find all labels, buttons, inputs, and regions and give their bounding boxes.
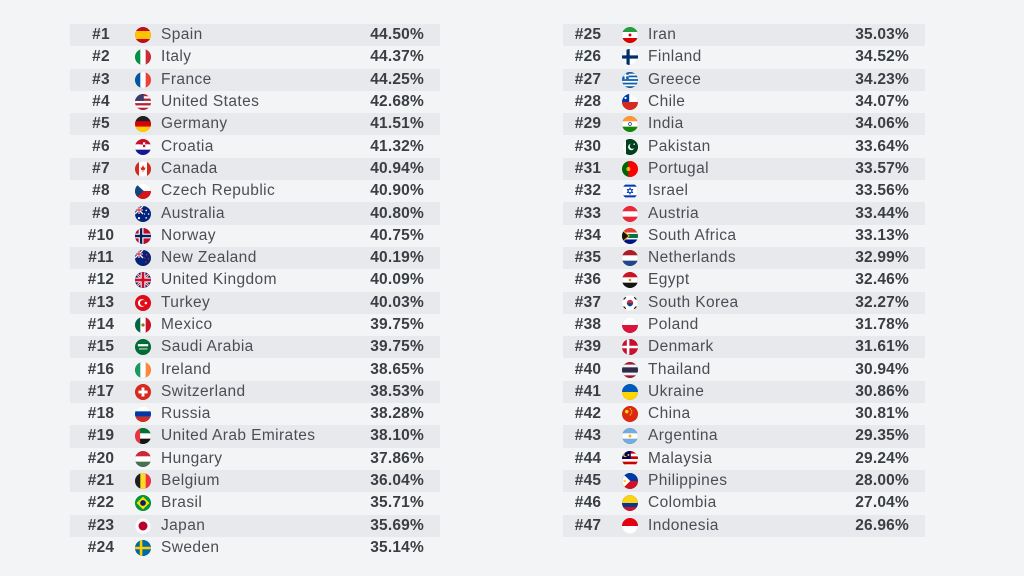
ranking-row xyxy=(70,202,440,224)
united-arab-emirates-flag-icon xyxy=(135,428,151,444)
score-value: 40.03% xyxy=(370,293,424,311)
rank-label: #43 xyxy=(574,427,602,445)
ranking-row xyxy=(563,46,925,68)
rank-label: #7 xyxy=(92,159,110,177)
russia-flag-icon xyxy=(135,406,151,422)
rank-label: #5 xyxy=(92,115,110,133)
rank-label: #39 xyxy=(574,338,602,356)
ukraine-flag-icon xyxy=(622,384,638,400)
ranking-row xyxy=(70,91,440,113)
czech-republic-flag-icon xyxy=(135,183,151,199)
country-name: Ukraine xyxy=(648,382,705,400)
score-value: 33.44% xyxy=(855,204,909,222)
rank-label: #47 xyxy=(574,516,602,534)
pakistan-flag-icon xyxy=(622,139,638,155)
ranking-row xyxy=(563,247,925,269)
ranking-row xyxy=(563,24,925,46)
rank-label: #35 xyxy=(574,249,602,267)
south-africa-flag-icon xyxy=(622,228,638,244)
ranking-row xyxy=(563,470,925,492)
country-name: Colombia xyxy=(648,494,717,512)
score-value: 34.07% xyxy=(855,93,909,111)
rank-label: #8 xyxy=(92,182,110,200)
score-value: 33.13% xyxy=(855,226,909,244)
score-value: 30.94% xyxy=(855,360,909,378)
germany-flag-icon xyxy=(135,116,151,132)
ranking-row xyxy=(70,46,440,68)
score-value: 32.46% xyxy=(855,271,909,289)
rank-label: #3 xyxy=(92,70,110,88)
ranking-row xyxy=(70,537,440,559)
ireland-flag-icon xyxy=(135,362,151,378)
rank-label: #6 xyxy=(92,137,110,155)
country-name: Greece xyxy=(648,70,702,88)
country-name: Argentina xyxy=(648,427,718,445)
rank-label: #1 xyxy=(92,26,110,44)
score-value: 29.35% xyxy=(855,427,909,445)
country-name: Poland xyxy=(648,316,699,333)
rank-label: #13 xyxy=(87,293,115,311)
ranking-row xyxy=(70,247,440,269)
score-value: 35.03% xyxy=(855,26,909,44)
score-value: 39.75% xyxy=(370,316,424,333)
argentina-flag-icon xyxy=(622,428,638,444)
sweden-flag-icon xyxy=(135,540,151,556)
rank-label: #26 xyxy=(574,48,602,66)
country-name: Hungary xyxy=(161,449,223,467)
ranking-row xyxy=(70,358,440,380)
ranking-row xyxy=(563,515,925,537)
ranking-row xyxy=(70,314,440,336)
iran-flag-icon xyxy=(622,27,638,43)
ranking-row xyxy=(70,403,440,425)
country-name: Russia xyxy=(161,405,211,423)
mexico-flag-icon xyxy=(135,317,151,333)
rank-label: #25 xyxy=(574,26,602,44)
ranking-row xyxy=(70,158,440,180)
score-value: 33.57% xyxy=(855,159,909,177)
score-value: 38.10% xyxy=(370,427,424,445)
rank-label: #11 xyxy=(88,249,114,267)
country-name: Saudi Arabia xyxy=(161,338,254,356)
ranking-row xyxy=(70,492,440,514)
country-name: Brasil xyxy=(161,494,203,512)
country-name: Norway xyxy=(161,226,216,244)
country-name: Israel xyxy=(648,182,689,200)
country-name: South Korea xyxy=(648,293,739,311)
score-value: 44.25% xyxy=(370,70,424,88)
norway-flag-icon xyxy=(135,228,151,244)
ranking-row xyxy=(563,135,925,157)
country-name: France xyxy=(161,70,212,88)
rank-label: #38 xyxy=(574,316,602,333)
denmark-flag-icon xyxy=(622,339,638,355)
score-value: 40.09% xyxy=(370,271,424,289)
country-name: Turkey xyxy=(161,293,211,311)
country-name: China xyxy=(648,405,691,423)
score-value: 27.04% xyxy=(855,494,909,512)
ranking-row xyxy=(563,225,925,247)
score-value: 33.64% xyxy=(855,137,909,155)
rank-label: #23 xyxy=(87,516,115,534)
country-name: Denmark xyxy=(648,338,714,356)
ranking-row xyxy=(70,180,440,202)
croatia-flag-icon xyxy=(135,139,151,155)
score-value: 40.19% xyxy=(370,249,424,267)
ranking-column-right xyxy=(563,24,925,537)
philippines-flag-icon xyxy=(622,473,638,489)
score-value: 28.00% xyxy=(855,472,909,490)
ranking-row xyxy=(70,24,440,46)
rank-label: #29 xyxy=(574,115,602,133)
country-name: United Kingdom xyxy=(161,271,277,289)
score-value: 40.80% xyxy=(370,204,424,222)
rank-label: #10 xyxy=(87,226,115,244)
hungary-flag-icon xyxy=(135,451,151,467)
indonesia-flag-icon xyxy=(622,518,638,534)
italy-flag-icon xyxy=(135,49,151,65)
ranking-row xyxy=(563,113,925,135)
belgium-flag-icon xyxy=(135,473,151,489)
ranking-row xyxy=(563,448,925,470)
score-value: 33.56% xyxy=(855,182,909,200)
ranking-row xyxy=(70,69,440,91)
rank-label: #32 xyxy=(574,182,602,200)
country-name: Czech Republic xyxy=(161,182,276,200)
country-name: Austria xyxy=(648,204,700,222)
rank-label: #41 xyxy=(574,382,602,400)
india-flag-icon xyxy=(622,116,638,132)
score-value: 37.86% xyxy=(370,449,424,467)
rank-label: #30 xyxy=(574,137,602,155)
country-name: Mexico xyxy=(161,316,213,333)
country-name: Canada xyxy=(161,159,218,177)
score-value: 34.23% xyxy=(855,70,909,88)
rank-label: #21 xyxy=(87,472,115,490)
score-value: 26.96% xyxy=(855,516,909,534)
ranking-row xyxy=(563,492,925,514)
ranking-row xyxy=(70,448,440,470)
country-name: Germany xyxy=(161,115,228,133)
ranking-row xyxy=(70,381,440,403)
ranking-row xyxy=(70,135,440,157)
score-value: 40.94% xyxy=(370,159,424,177)
ranking-row xyxy=(70,269,440,291)
score-value: 41.32% xyxy=(370,137,424,155)
country-name: Philippines xyxy=(648,472,728,490)
ranking-row xyxy=(70,225,440,247)
netherlands-flag-icon xyxy=(622,250,638,266)
japan-flag-icon xyxy=(135,518,151,534)
ranking-column-left xyxy=(70,24,440,559)
rank-label: #19 xyxy=(87,427,115,445)
ranking-row xyxy=(563,91,925,113)
score-value: 30.86% xyxy=(855,382,909,400)
score-value: 34.52% xyxy=(855,48,909,66)
score-value: 38.53% xyxy=(370,382,424,400)
ranking-row xyxy=(563,269,925,291)
score-value: 42.68% xyxy=(370,93,424,111)
rank-label: #33 xyxy=(574,204,602,222)
ranking-row xyxy=(70,470,440,492)
score-value: 31.78% xyxy=(855,316,909,333)
country-name: Iran xyxy=(648,26,677,44)
country-name: Chile xyxy=(648,93,686,111)
rank-label: #28 xyxy=(574,93,602,111)
saudi-arabia-flag-icon xyxy=(135,339,151,355)
score-value: 38.65% xyxy=(370,360,424,378)
score-value: 38.28% xyxy=(370,405,424,423)
austria-flag-icon xyxy=(622,206,638,222)
score-value: 35.69% xyxy=(370,516,424,534)
ranking-row xyxy=(70,336,440,358)
ranking-row xyxy=(563,292,925,314)
israel-flag-icon xyxy=(622,183,638,199)
score-value: 39.75% xyxy=(370,338,424,356)
country-name: Sweden xyxy=(161,538,220,556)
score-value: 34.06% xyxy=(855,115,909,133)
ranking-row xyxy=(563,381,925,403)
score-value: 40.75% xyxy=(370,226,424,244)
country-name: Switzerland xyxy=(161,382,246,400)
greece-flag-icon xyxy=(622,72,638,88)
country-name: Italy xyxy=(161,48,192,66)
score-value: 44.37% xyxy=(370,48,424,66)
ranking-row xyxy=(563,358,925,380)
score-value: 44.50% xyxy=(370,26,424,44)
rank-label: #22 xyxy=(87,494,115,512)
new-zealand-flag-icon xyxy=(135,250,151,266)
ranking-row xyxy=(563,425,925,447)
country-name: United Arab Emirates xyxy=(161,427,316,445)
portugal-flag-icon xyxy=(622,161,638,177)
rank-label: #15 xyxy=(87,338,115,356)
malaysia-flag-icon xyxy=(622,451,638,467)
turkey-flag-icon xyxy=(135,295,151,311)
country-name: Australia xyxy=(161,204,225,222)
country-name: Japan xyxy=(161,516,206,534)
colombia-flag-icon xyxy=(622,495,638,511)
score-value: 35.71% xyxy=(370,494,424,512)
rank-label: #40 xyxy=(574,360,602,378)
ranking-row xyxy=(563,336,925,358)
egypt-flag-icon xyxy=(622,272,638,288)
switzerland-flag-icon xyxy=(135,384,151,400)
ranking-row xyxy=(563,314,925,336)
score-value: 32.27% xyxy=(855,293,909,311)
ranking-row xyxy=(70,292,440,314)
country-name: New Zealand xyxy=(161,249,257,267)
country-name: India xyxy=(648,115,684,133)
rank-label: #42 xyxy=(574,405,602,423)
country-name: Netherlands xyxy=(648,249,736,267)
score-value: 36.04% xyxy=(370,472,424,490)
china-flag-icon xyxy=(622,406,638,422)
france-flag-icon xyxy=(135,72,151,88)
rank-label: #20 xyxy=(87,449,115,467)
country-name: Indonesia xyxy=(648,516,719,534)
rank-label: #2 xyxy=(92,48,110,66)
score-value: 35.14% xyxy=(370,538,424,556)
chile-flag-icon xyxy=(622,94,638,110)
score-value: 40.90% xyxy=(370,182,424,200)
country-name: Finland xyxy=(648,48,702,66)
rank-label: #12 xyxy=(87,271,115,289)
ranking-row xyxy=(563,180,925,202)
country-name: South Africa xyxy=(648,226,737,244)
ranking-row xyxy=(563,403,925,425)
country-name: Thailand xyxy=(648,360,711,378)
poland-flag-icon xyxy=(622,317,638,333)
country-name: Croatia xyxy=(161,137,214,155)
country-name: Spain xyxy=(161,26,203,44)
country-name: Belgium xyxy=(161,472,220,490)
brasil-flag-icon xyxy=(135,495,151,511)
country-name: Ireland xyxy=(161,360,212,378)
ranking-row xyxy=(70,515,440,537)
rank-label: #31 xyxy=(574,159,602,177)
country-name: Portugal xyxy=(648,159,709,177)
ranking-row xyxy=(563,202,925,224)
thailand-flag-icon xyxy=(622,362,638,378)
score-value: 29.24% xyxy=(855,449,909,467)
rank-label: #46 xyxy=(574,494,602,512)
rank-label: #37 xyxy=(574,293,602,311)
united-states-flag-icon xyxy=(135,94,151,110)
country-name: Malaysia xyxy=(648,449,713,467)
rank-label: #14 xyxy=(87,316,115,333)
score-value: 31.61% xyxy=(855,338,909,356)
ranking-row xyxy=(563,69,925,91)
rank-label: #24 xyxy=(87,538,115,556)
rank-label: #4 xyxy=(92,93,110,111)
south-korea-flag-icon xyxy=(622,295,638,311)
country-name: Egypt xyxy=(648,271,690,289)
ranking-row xyxy=(563,158,925,180)
rank-label: #44 xyxy=(574,449,602,467)
canada-flag-icon xyxy=(135,161,151,177)
score-value: 32.99% xyxy=(855,249,909,267)
rank-label: #45 xyxy=(574,472,602,490)
ranking-row xyxy=(70,113,440,135)
rank-label: #9 xyxy=(92,204,110,222)
country-name: United States xyxy=(161,93,260,111)
rank-label: #34 xyxy=(574,226,602,244)
score-value: 30.81% xyxy=(855,405,909,423)
rank-label: #16 xyxy=(87,360,115,378)
rank-label: #17 xyxy=(87,382,115,400)
rank-label: #27 xyxy=(574,70,602,88)
spain-flag-icon xyxy=(135,27,151,43)
rank-label: #36 xyxy=(574,271,602,289)
rank-label: #18 xyxy=(87,405,115,423)
finland-flag-icon xyxy=(622,49,638,65)
score-value: 41.51% xyxy=(370,115,424,133)
united-kingdom-flag-icon xyxy=(135,272,151,288)
country-name: Pakistan xyxy=(648,137,711,155)
ranking-row xyxy=(70,425,440,447)
australia-flag-icon xyxy=(135,206,151,222)
